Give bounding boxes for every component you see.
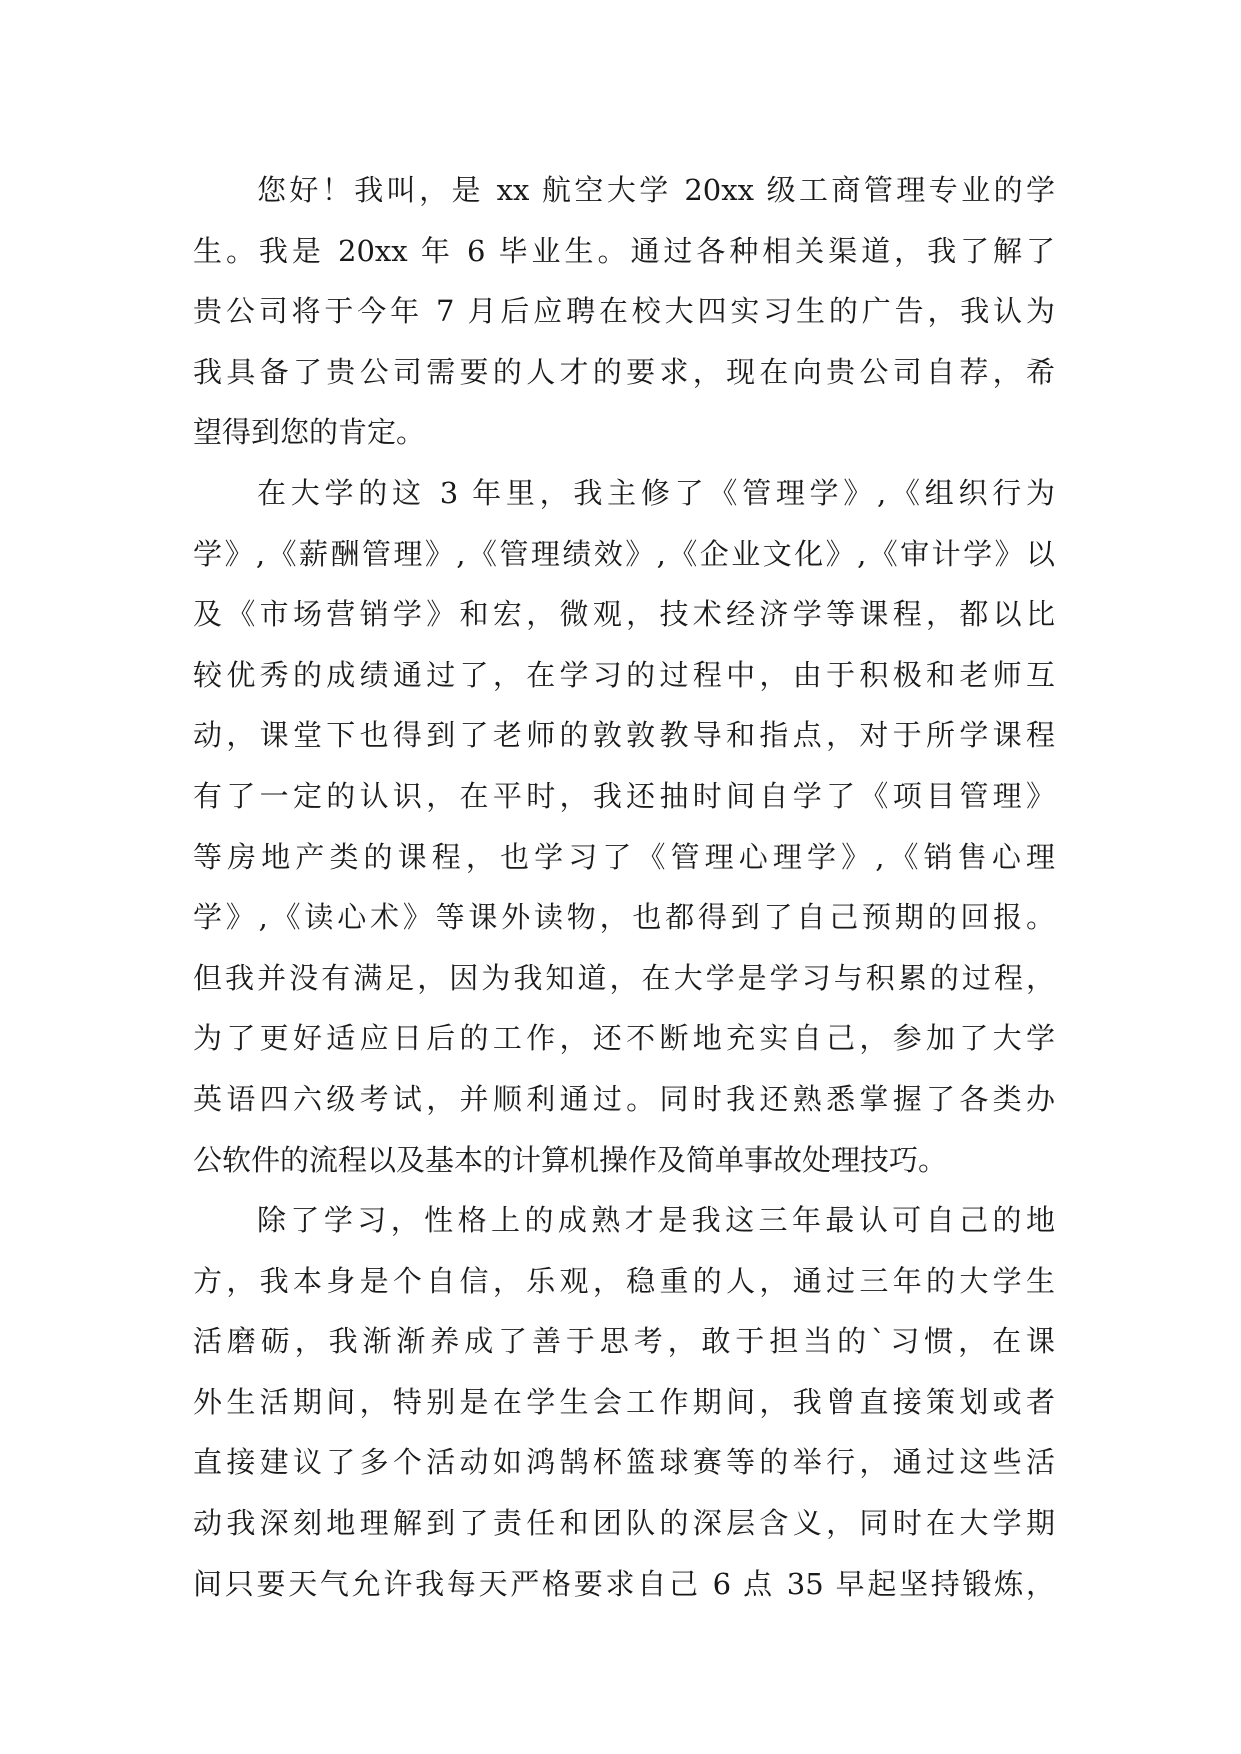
letter-body	[193, 160, 1055, 1614]
paragraph-2-line-1: 在大学的这 3 年里，我主修了《管理学》,《组织行为	[257, 475, 1055, 510]
paragraph-3-line-3: 活磨砺，我渐渐养成了善于思考，敢于担当的`习惯，在课	[193, 1324, 1055, 1359]
paragraph-1-line-1: 您好！我叫，是 xx 航空大学 20xx 级工商管理专业的学	[257, 173, 1055, 207]
paragraph-3-line-5: 直接建议了多个活动如鸿鹄杯篮球赛等的举行，通过这些活	[193, 1445, 1055, 1480]
paragraph-2-line-3: 及《市场营销学》和宏，微观，技术经济学等课程，都以比	[193, 597, 1055, 632]
paragraph-2-line-4: 较优秀的成绩通过了，在学习的过程中，由于积极和老师互	[193, 657, 1055, 692]
paragraph-3-line-1: 除了学习，性格上的成熟才是我这三年最认可自己的地	[257, 1203, 1055, 1238]
paragraph-2-line-12: 公软件的流程以及基本的计算机操作及简单事故处理技巧。	[193, 1142, 948, 1177]
paragraph-2-line-2: 学》,《薪酬管理》,《管理绩效》,《企业文化》,《审计学》以	[193, 536, 1055, 571]
paragraph-2-line-10: 为了更好适应日后的工作，还不断地充实自己，参加了大学	[193, 1021, 1055, 1056]
paragraph-2-line-5: 动，课堂下也得到了老师的敦敦教导和指点，对于所学课程	[193, 718, 1055, 753]
paragraph-1-line-4: 我具备了贵公司需要的人才的要求，现在向贵公司自荐，希	[193, 354, 1055, 389]
paragraph-2-line-6: 有了一定的认识，在平时，我还抽时间自学了《项目管理》	[193, 778, 1055, 813]
paragraph-2-line-7: 等房地产类的课程，也学习了《管理心理学》,《销售心理	[193, 839, 1055, 874]
paragraph-3-line-6: 动我深刻地理解到了责任和团队的深层含义，同时在大学期	[193, 1506, 1055, 1541]
paragraph-3-line-7: 间只要天气允许我每天严格要求自己 6 点 35 早起坚持锻炼，	[193, 1566, 1055, 1601]
paragraph-3-line-4: 外生活期间，特别是在学生会工作期间，我曾直接策划或者	[193, 1384, 1055, 1419]
paragraph-3-line-2: 方，我本身是个自信，乐观，稳重的人，通过三年的大学生	[193, 1263, 1055, 1298]
paragraph-2-line-8: 学》,《读心术》等课外读物，也都得到了自己预期的回报。	[193, 900, 1055, 935]
paragraph-1-line-3: 贵公司将于今年 7 月后应聘在校大四实习生的广告，我认为	[193, 294, 1055, 329]
paragraph-2-line-9: 但我并没有满足，因为我知道，在大学是学习与积累的过程，	[193, 960, 1055, 995]
paragraph-2-line-11: 英语四六级考试，并顺利通过。同时我还熟悉掌握了各类办	[193, 1081, 1055, 1116]
paragraph-1-line-5: 望得到您的肯定。	[193, 415, 426, 450]
paragraph-1-line-2: 生。我是 20xx 年 6 毕业生。通过各种相关渠道，我了解了	[193, 233, 1055, 268]
